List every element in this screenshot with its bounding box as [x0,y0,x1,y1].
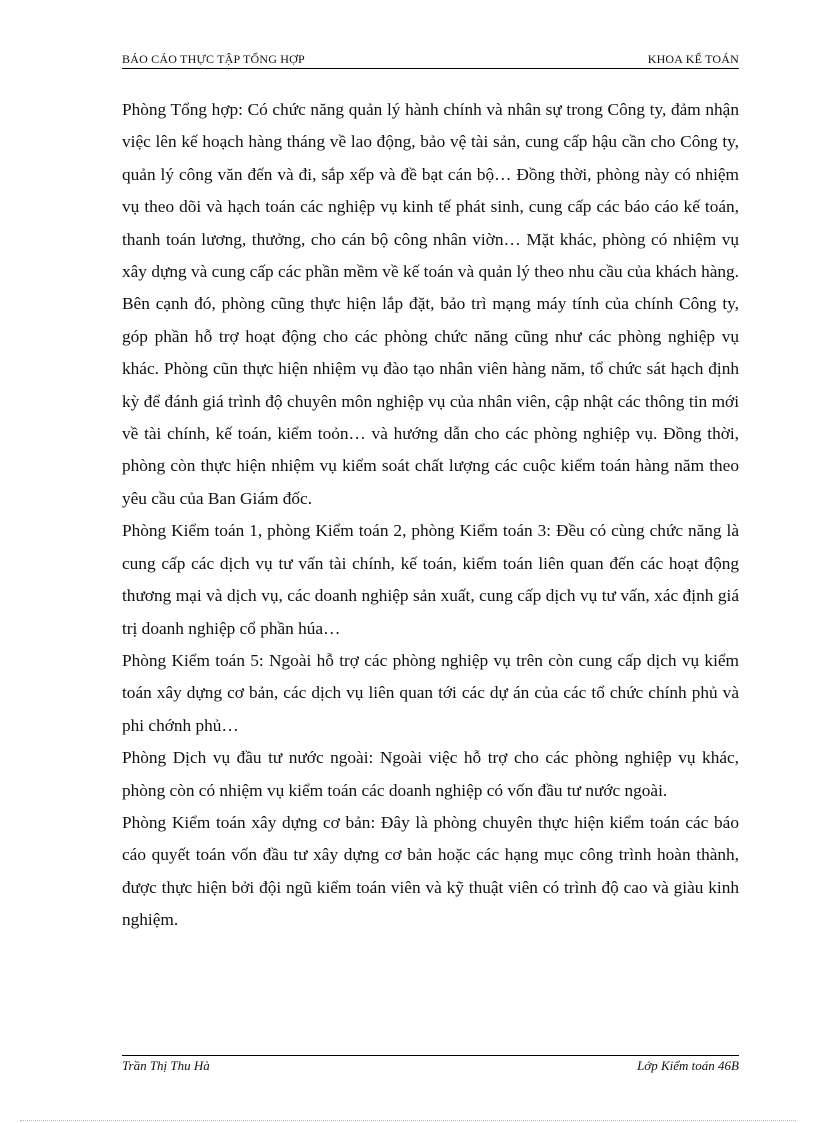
footer-author: Trần Thị Thu Hà [122,1058,210,1073]
page-footer [122,1055,739,1074]
page-header [122,52,739,69]
paragraph-construction-audit-dept: Phòng Kiểm toán xây dựng cơ bản: Đây là phòng chuyên thực hiện kiểm toán các báo cáo quyết toán vốn đầu tư xây dựng cơ bản hoặc các hạng mục công trình hoàn thành, được thực hiện bởi đội ngũ kiểm toán viên và kỹ thuật viên có trình độ cao và giàu kinh nghiệm. [122,812,739,930]
page-edge-divider [20,1120,796,1121]
footer-class: Lớp Kiểm toán 46B [637,1058,739,1073]
paragraph-audit-dept-5: Phòng Kiểm toán 5: Ngoài hỗ trợ các phòng nghiệp vụ trên còn cung cấp dịch vụ kiểm toán xây dựng cơ bản, các dịch vụ liên quan tới các dự án của các tổ chức chính phủ và phi chớnh phủ… [122,650,739,735]
header-report-title: BÁO CÁO THỰC TẬP TỔNG HỢP [122,52,305,66]
paragraph-general-dept: Phòng Tổng hợp: Có chức năng quản lý hành chính và nhân sự trong Công ty, đảm nhận việc lên kế hoạch hàng tháng về lao động, bảo vệ tài sản, cung cấp hậu cần cho Công ty, quản lý công văn đến và đi, sắp xếp và đề bạt cán bộ… Đồng thời, phòng này có nhiệm vụ theo dõi và hạch toán các nghiệp vụ kinh tế phát sinh, cung cấp các báo cáo kế toán, thanh toán lương, thưởng, cho cán bộ công nhân viờn… Mặt khác, phòng có nhiệm vụ xây dựng và cung cấp các phần mềm về kế toán và quản lý theo nhu cầu của khách hàng. Bên cạnh đó, phòng cũng thực hiện lắp đặt, bảo trì mạng máy tính của chính Công ty, góp phần hỗ trợ hoạt động cho các phòng chức năng cũng như các phòng nghiệp vụ khác. Phòng cũn thực hiện nhiệm vụ đào tạo nhân viên hàng năm, tổ chức sát hạch định kỳ để đánh giá trình độ chuyên môn nghiệp vụ của nhân viên, cập nhật các thông tin mới về tài chính, kế toán, kiểm toỏn… và hướng dẫn cho các phòng nghiệp vụ. Đồng thời, phòng còn thực hiện nhiệm vụ kiểm soát chất lượng các cuộc kiểm toán hàng năm theo yêu cầu của Ban Giám đốc. [122,100,739,508]
header-faculty: KHOA KẾ TOÁN [647,52,739,66]
paragraph-foreign-investment-dept: Phòng Dịch vụ đầu tư nước ngoài: Ngoài việc hỗ trợ cho các phòng nghiệp vụ khác, phòng còn có nhiệm vụ kiểm toán các doanh nghiệp có vốn đầu tư nước ngoài. [122,748,739,800]
document-body [122,94,739,937]
paragraph-audit-dept-1-2-3: Phòng Kiểm toán 1, phòng Kiểm toán 2, phòng Kiểm toán 3: Đều có cùng chức năng là cung cấp các dịch vụ tư vấn tài chính, kế toán, kiểm toán liên quan đến các hoạt động thương mại và dịch vụ, các doanh nghiệp sản xuất, cung cấp dịch vụ tư vấn, xác định giá trị doanh nghiệp cổ phần húa… [122,521,739,638]
